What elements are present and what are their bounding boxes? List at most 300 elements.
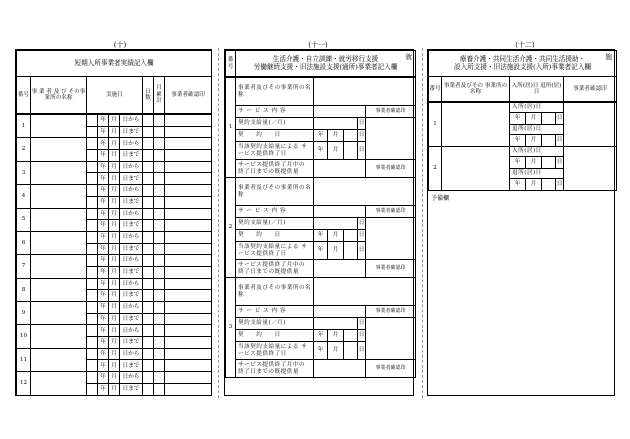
contract-date-label: 契 約 日 (236, 230, 314, 242)
year-cell[interactable] (87, 126, 98, 138)
confirm-label: 事業者確認印 (366, 360, 416, 378)
days-cell[interactable] (143, 185, 154, 197)
service-end-date-label: 当該契約支給量による サービス提供終了日 (236, 242, 314, 260)
day-services-blocks (225, 77, 416, 378)
monthly-cell[interactable] (154, 360, 165, 372)
days-cell[interactable] (143, 290, 154, 302)
year-cell[interactable] (87, 348, 98, 360)
col-number: 番号 (17, 77, 31, 114)
col-monthly-total: 月累計 (154, 77, 165, 114)
year-cell[interactable] (87, 231, 98, 243)
confirm-stamp-cell[interactable] (165, 290, 212, 302)
service-content-label: サ ー ビ ス 内 容 (236, 206, 314, 218)
confirm-stamp-cell[interactable] (366, 118, 416, 160)
day-from-label: 日から (120, 115, 143, 127)
year-label: 年 (98, 325, 109, 337)
confirm-stamp-cell[interactable] (165, 115, 212, 127)
confirm-stamp-cell[interactable] (366, 318, 416, 360)
provider-name-cell[interactable] (31, 185, 87, 208)
residential-title-1: 療養介護・共同生活介護・共同生活援助・ (459, 54, 586, 63)
month-label: 月 (109, 266, 120, 278)
days-cell[interactable] (143, 360, 154, 372)
confirm-stamp-cell[interactable] (165, 185, 212, 197)
day-cell[interactable] (542, 113, 556, 125)
monthly-cell[interactable] (154, 302, 165, 314)
year-label: 年 (98, 138, 109, 150)
provider-name-cell[interactable] (31, 208, 87, 231)
day-to-label: 日まで (120, 290, 143, 302)
year-cell[interactable] (87, 173, 98, 185)
month-label: 月 (109, 372, 120, 384)
confirm-label: 事業者確認印 (366, 306, 416, 318)
provider-name-label: 事業者及びその事業所の名称 (236, 78, 314, 106)
day-label: 日 (358, 330, 366, 342)
days-cell[interactable] (143, 325, 154, 337)
year-label: 年 (314, 242, 328, 260)
days-cell[interactable] (143, 278, 154, 290)
days-cell[interactable] (143, 302, 154, 314)
year-cell[interactable] (87, 138, 98, 150)
col-number: 番号 (429, 77, 442, 102)
day-unit-label: 日 (358, 318, 366, 330)
provider-name-cell[interactable] (31, 372, 87, 395)
day-from-label: 日から (120, 278, 143, 290)
month-label: 月 (526, 113, 542, 125)
year-label: 年 (98, 126, 109, 138)
day-unit-label: 日 (358, 118, 366, 130)
year-cell[interactable] (87, 255, 98, 267)
day-label: 日 (556, 135, 564, 147)
confirm-stamp-cell[interactable] (165, 231, 212, 243)
month-label: 月 (109, 348, 120, 360)
confirm-stamp-cell[interactable] (564, 103, 617, 147)
year-label: 年 (98, 185, 109, 197)
confirm-stamp-cell[interactable] (165, 348, 212, 360)
days-cell[interactable] (143, 173, 154, 185)
days-cell[interactable] (143, 138, 154, 150)
monthly-cell[interactable] (154, 208, 165, 220)
day-cell[interactable] (344, 130, 358, 142)
fold-line-left (218, 48, 219, 398)
year-label: 年 (314, 330, 328, 342)
residential-rows (428, 102, 617, 191)
year-label: 年 (98, 372, 109, 384)
contract-amount-label: 契約支給量(／月) (236, 318, 314, 330)
year-cell[interactable] (87, 337, 98, 349)
provider-name-cell[interactable] (31, 278, 87, 301)
year-cell[interactable] (87, 185, 98, 197)
provided-amount-cell[interactable] (314, 260, 366, 278)
year-label: 年 (98, 196, 109, 208)
month-label: 月 (109, 150, 120, 162)
provider-name-cell[interactable] (31, 138, 87, 161)
days-cell[interactable] (143, 243, 154, 255)
confirm-stamp-cell[interactable] (165, 138, 212, 150)
day-from-label: 日から (120, 302, 143, 314)
days-cell[interactable] (143, 348, 154, 360)
month-label: 月 (526, 135, 542, 147)
month-label: 月 (109, 383, 120, 395)
year-cell[interactable] (87, 313, 98, 325)
provider-name-cell[interactable] (442, 147, 510, 191)
row-number: 9 (17, 302, 31, 325)
year-label: 年 (510, 179, 526, 191)
year-label: 年 (98, 231, 109, 243)
month-label: 月 (109, 115, 120, 127)
service-content-cell[interactable] (314, 306, 366, 318)
month-label: 月 (109, 220, 120, 232)
block-number: 3 (226, 278, 236, 378)
row-number: 5 (17, 208, 31, 231)
day-to-label: 日まで (120, 383, 143, 395)
service-content-label: サ ー ビ ス 内 容 (236, 306, 314, 318)
day-label: 日 (358, 130, 366, 142)
monthly-cell[interactable] (154, 255, 165, 267)
days-cell[interactable] (143, 150, 154, 162)
block-number: 1 (226, 78, 236, 178)
monthly-cell[interactable] (154, 220, 165, 232)
day-label: 日 (556, 157, 564, 169)
days-cell[interactable] (143, 231, 154, 243)
days-cell[interactable] (143, 208, 154, 220)
provider-name-label: 事業者及びその事業所の名称 (236, 278, 314, 306)
day-label: 日 (556, 113, 564, 125)
day-from-label: 日から (120, 185, 143, 197)
contract-amount-label: 契約支給量(／月) (236, 218, 314, 230)
day-services-title-1: 生活介護・自立訓練・就労移行支援 (272, 54, 379, 63)
day-label: 日 (358, 342, 366, 360)
monthly-cell[interactable] (154, 115, 165, 127)
confirm-stamp-cell[interactable] (165, 337, 212, 349)
confirm-stamp-cell[interactable] (564, 147, 617, 191)
provider-name-cell[interactable] (31, 161, 87, 184)
row-number: 10 (17, 325, 31, 348)
year-label: 年 (98, 173, 109, 185)
monthly-cell[interactable] (154, 126, 165, 138)
day-cell[interactable] (344, 142, 358, 160)
provider-name-cell[interactable] (31, 325, 87, 348)
short-stay-rows (16, 114, 212, 396)
month-label: 月 (109, 243, 120, 255)
day-cell[interactable] (542, 179, 556, 191)
day-to-label: 日まで (120, 337, 143, 349)
month-label: 月 (328, 230, 344, 242)
monthly-cell[interactable] (154, 313, 165, 325)
col-provider-name: 事 業 者 及 び その事業所の名称 (31, 77, 87, 114)
month-label: 月 (109, 208, 120, 220)
day-to-label: 日まで (120, 313, 143, 325)
year-cell[interactable] (87, 220, 98, 232)
day-from-label: 日から (120, 255, 143, 267)
row-number: 2 (17, 138, 31, 161)
provided-amount-label: サービス提供終了月中の 終了日までの既提供量 (236, 360, 314, 378)
year-label: 年 (98, 383, 109, 395)
confirm-stamp-cell[interactable] (165, 302, 212, 314)
day-cell[interactable] (542, 135, 556, 147)
day-unit-label: 日 (358, 218, 366, 230)
col-date: 実施日 (87, 77, 143, 114)
service-content-cell[interactable] (314, 106, 366, 118)
days-cell[interactable] (143, 337, 154, 349)
confirm-stamp-cell[interactable] (165, 126, 212, 138)
confirm-label: 事業者確認印 (366, 160, 416, 178)
confirm-stamp-cell[interactable] (165, 278, 212, 290)
day-label: 日 (358, 230, 366, 242)
day-to-label: 日まで (120, 173, 143, 185)
provider-name-cell[interactable] (31, 348, 87, 371)
confirm-stamp-cell[interactable] (165, 266, 212, 278)
year-label: 年 (510, 135, 526, 147)
year-cell[interactable] (87, 243, 98, 255)
contract-amount-cell[interactable] (314, 218, 358, 230)
days-cell[interactable] (143, 196, 154, 208)
confirm-stamp-cell[interactable] (366, 218, 416, 260)
year-label: 年 (510, 113, 526, 125)
year-label: 年 (98, 313, 109, 325)
provider-name-cell[interactable] (442, 103, 510, 147)
confirm-stamp-cell[interactable] (165, 372, 212, 384)
year-label: 年 (98, 255, 109, 267)
row-number: 6 (17, 231, 31, 254)
confirm-label: 事業者確認印 (366, 106, 416, 118)
year-label: 年 (98, 278, 109, 290)
days-cell[interactable] (143, 161, 154, 173)
provided-amount-label: サービス提供終了月中の 終了日までの既提供量 (236, 260, 314, 278)
day-services-title-2: 労働継続支援・旧法施設支援(通所)事業者記入欄 (253, 62, 398, 71)
confirm-stamp-cell[interactable] (165, 173, 212, 185)
confirm-stamp-cell[interactable] (165, 313, 212, 325)
monthly-cell[interactable] (154, 243, 165, 255)
year-label: 年 (98, 161, 109, 173)
monthly-cell[interactable] (154, 290, 165, 302)
block-number: 2 (226, 178, 236, 278)
col-number: 番号 (226, 51, 236, 77)
monthly-cell[interactable] (154, 325, 165, 337)
provider-name-cell[interactable] (314, 278, 416, 306)
year-label: 年 (98, 150, 109, 162)
confirm-stamp-cell[interactable] (165, 150, 212, 162)
year-cell[interactable] (87, 115, 98, 127)
month-label: 月 (328, 242, 344, 260)
panel-day-services (224, 49, 414, 396)
service-end-date-label: 当該契約支給量による サービス提供終了日 (236, 142, 314, 160)
confirm-stamp-cell[interactable] (165, 161, 212, 173)
monthly-cell[interactable] (154, 337, 165, 349)
row-number: 7 (17, 255, 31, 278)
monthly-cell[interactable] (154, 266, 165, 278)
monthly-cell[interactable] (154, 348, 165, 360)
day-to-label: 日まで (120, 243, 143, 255)
short-stay-title: 短期入所事業者実績記入欄 (17, 51, 212, 77)
year-cell[interactable] (87, 196, 98, 208)
row-number: 11 (17, 348, 31, 371)
year-label: 年 (314, 342, 328, 360)
month-label: 月 (109, 255, 120, 267)
year-label: 年 (314, 130, 328, 142)
panel-residential (427, 49, 615, 396)
day-label: 日 (358, 242, 366, 260)
residential-title-2: 設入所支援・旧法施設支援(入所)事業者記入欄 (453, 62, 592, 71)
admission-date-label: 入所(居)日 (510, 103, 564, 113)
month-label: 月 (109, 313, 120, 325)
days-cell[interactable] (143, 266, 154, 278)
provider-name-cell[interactable] (31, 255, 87, 278)
monthly-cell[interactable] (154, 372, 165, 384)
day-to-label: 日まで (120, 150, 143, 162)
month-label: 月 (109, 360, 120, 372)
year-cell[interactable] (87, 360, 98, 372)
monthly-cell[interactable] (154, 196, 165, 208)
confirm-stamp-cell[interactable] (165, 208, 212, 220)
section-header-11: (十一) (308, 41, 328, 49)
days-cell[interactable] (143, 255, 154, 267)
year-cell[interactable] (87, 302, 98, 314)
day-to-label: 日まで (120, 196, 143, 208)
day-from-label: 日から (120, 138, 143, 150)
year-label: 年 (98, 348, 109, 360)
year-label: 年 (98, 243, 109, 255)
day-to-label: 日まで (120, 126, 143, 138)
days-cell[interactable] (143, 383, 154, 395)
year-label: 年 (98, 337, 109, 349)
row-number: 1 (429, 103, 442, 147)
year-cell[interactable] (87, 150, 98, 162)
monthly-cell[interactable] (154, 161, 165, 173)
section-header-10: (十) (113, 41, 127, 49)
provided-amount-cell[interactable] (314, 160, 366, 178)
provider-name-cell[interactable] (314, 78, 416, 106)
year-cell[interactable] (87, 372, 98, 384)
monthly-cell[interactable] (154, 138, 165, 150)
provider-name-cell[interactable] (314, 178, 416, 206)
day-from-label: 日から (120, 208, 143, 220)
year-cell[interactable] (87, 266, 98, 278)
year-label: 年 (98, 302, 109, 314)
monthly-cell[interactable] (154, 150, 165, 162)
confirm-stamp-cell[interactable] (165, 383, 212, 395)
year-cell[interactable] (87, 383, 98, 395)
day-cell[interactable] (542, 157, 556, 169)
month-label: 月 (109, 231, 120, 243)
year-cell[interactable] (87, 161, 98, 173)
days-cell[interactable] (143, 313, 154, 325)
contract-amount-label: 契約支給量(／月) (236, 118, 314, 130)
day-from-label: 日から (120, 348, 143, 360)
day-cell[interactable] (344, 342, 358, 360)
row-number: 3 (17, 161, 31, 184)
monthly-cell[interactable] (154, 173, 165, 185)
col-days: 日数 (143, 77, 154, 114)
monthly-cell[interactable] (154, 278, 165, 290)
col-confirm: 事業者確認印 (165, 77, 212, 114)
day-to-label: 日まで (120, 220, 143, 232)
col-confirm: 事業者確認印 (564, 77, 617, 102)
provided-amount-label: サービス提供終了月中の 終了日までの既提供量 (236, 160, 314, 178)
contract-date-label: 契 約 日 (236, 130, 314, 142)
month-label: 月 (526, 179, 542, 191)
admission-date-label: 入所(居)日 (510, 147, 564, 157)
days-cell[interactable] (143, 115, 154, 127)
remarks-label: 予備欄 (431, 195, 450, 202)
day-to-label: 日まで (120, 360, 143, 372)
monthly-cell[interactable] (154, 231, 165, 243)
panel-short-stay (15, 49, 212, 396)
month-label: 月 (526, 157, 542, 169)
residential-title-tag: 施 (605, 53, 612, 61)
confirm-stamp-cell[interactable] (165, 196, 212, 208)
confirm-stamp-cell[interactable] (165, 243, 212, 255)
month-label: 月 (109, 126, 120, 138)
confirm-label: 事業者確認印 (366, 260, 416, 278)
year-label: 年 (98, 208, 109, 220)
year-label: 年 (98, 220, 109, 232)
discharge-date-label: 退所(居)日 (510, 169, 564, 179)
month-label: 月 (109, 173, 120, 185)
year-label: 年 (510, 157, 526, 169)
day-services-title-tag: 就 (405, 53, 413, 61)
day-from-label: 日から (120, 161, 143, 173)
provider-name-cell[interactable] (31, 231, 87, 254)
row-number: 12 (17, 372, 31, 395)
col-provider-name: 事業者及びその 事業所の名称 (442, 77, 510, 102)
provider-name-cell[interactable] (31, 115, 87, 138)
month-label: 月 (328, 342, 344, 360)
provided-amount-cell[interactable] (314, 360, 366, 378)
month-label: 月 (328, 142, 344, 160)
year-cell[interactable] (87, 278, 98, 290)
contract-amount-cell[interactable] (314, 118, 358, 130)
confirm-stamp-cell[interactable] (165, 220, 212, 232)
monthly-cell[interactable] (154, 383, 165, 395)
service-content-label: サ ー ビ ス 内 容 (236, 106, 314, 118)
provider-name-label: 事業者及びその事業所の名称 (236, 178, 314, 206)
days-cell[interactable] (143, 372, 154, 384)
contract-amount-cell[interactable] (314, 318, 358, 330)
day-cell[interactable] (344, 330, 358, 342)
section-header-12: (十二) (515, 41, 535, 49)
year-label: 年 (314, 142, 328, 160)
day-cell[interactable] (344, 242, 358, 260)
contract-date-label: 契 約 日 (236, 330, 314, 342)
service-content-cell[interactable] (314, 206, 366, 218)
year-label: 年 (98, 360, 109, 372)
month-label: 月 (109, 138, 120, 150)
row-number: 8 (17, 278, 31, 301)
day-cell[interactable] (344, 230, 358, 242)
year-label: 年 (314, 230, 328, 242)
days-cell[interactable] (143, 220, 154, 232)
month-label: 月 (109, 185, 120, 197)
confirm-stamp-cell[interactable] (165, 360, 212, 372)
fold-line-right (422, 48, 423, 398)
monthly-cell[interactable] (154, 185, 165, 197)
row-number: 4 (17, 185, 31, 208)
year-cell[interactable] (87, 290, 98, 302)
confirm-label: 事業者確認印 (366, 206, 416, 218)
days-cell[interactable] (143, 126, 154, 138)
year-label: 年 (98, 115, 109, 127)
discharge-date-label: 退所(居)日 (510, 125, 564, 135)
year-cell[interactable] (87, 325, 98, 337)
day-to-label: 日まで (120, 266, 143, 278)
month-label: 月 (109, 337, 120, 349)
confirm-stamp-cell[interactable] (165, 325, 212, 337)
provider-name-cell[interactable] (31, 302, 87, 325)
confirm-stamp-cell[interactable] (165, 255, 212, 267)
month-label: 月 (109, 161, 120, 173)
year-cell[interactable] (87, 208, 98, 220)
service-end-date-label: 当該契約支給量による サービス提供終了日 (236, 342, 314, 360)
